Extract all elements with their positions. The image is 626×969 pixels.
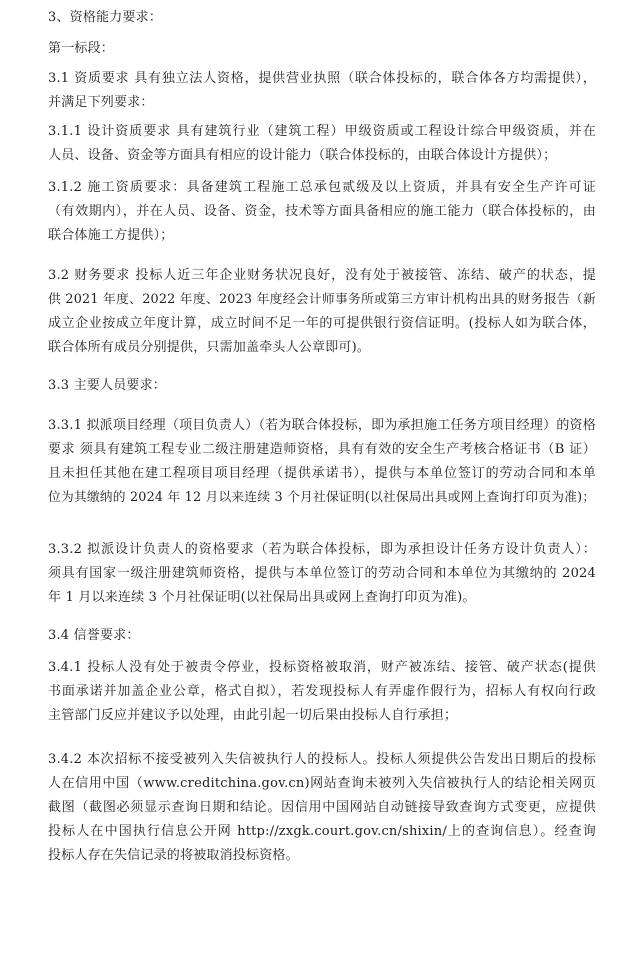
text-line: 3.3.1 拟派项目经理（项目负责人）（若为联合体投标，即为承担施工任务方项目经理）的资格: [48, 418, 596, 433]
paragraph-3-3-2: [48, 538, 596, 610]
text-line: 3.3.2 拟派设计负责人的资格要求（若为联合体投标，即为承担设计任务方设计负责人）：: [48, 542, 596, 557]
text-line: 要求 须具有建筑工程专业二级注册建造师资格，具有有效的安全生产考核合格证书（B 证）: [48, 442, 596, 457]
paragraph-3-2: [48, 264, 596, 360]
paragraph-3-4-1: [48, 656, 596, 728]
text-line: 供 2021 年度、2022 年度、2023 年度经会计师事务所或第三方审计机构出具的财务报告（新: [48, 292, 596, 307]
text-line: 联合体施工方提供）；: [48, 228, 174, 243]
heading-3-3: 3.3 主要人员要求：: [48, 378, 167, 393]
paragraph-3-3-1: [48, 414, 596, 510]
text-line: 联合体所有成员分别提供，只需加盖牵头人公章即可)。: [48, 340, 371, 355]
text-line: 人员、设备、资金等方面具有相应的设计能力（联合体投标的，由联合体设计方提供）；: [48, 148, 557, 163]
paragraph-3-1: [48, 67, 596, 115]
text-line: 3.1.2 施工资质要求：具备建筑工程施工总承包贰级及以上资质，并具有安全生产许可证: [48, 180, 596, 195]
text-line: 位为其缴纳的 2024 年 12 月以来连续 3 个月社保证明(以社保局出具或网上查询打印页为准)；: [48, 490, 596, 505]
text-line: 且未担任其他在建工程项目项目经理（提供承诺书），提供与本单位签订的劳动合同和本单: [48, 466, 596, 481]
text-line: 截图（截图必须显示查询日期和结论。因信用中国网站自动链接导致查询方式变更，应提供: [48, 800, 596, 815]
text-line: （有效期内），并在人员、设备、资金，技术等方面具备相应的施工能力（联合体投标的，由: [48, 204, 596, 219]
text-line: 3.4.2 本次招标不接受被列入失信被执行人的投标人。投标人须提供公告发出日期后的投标: [48, 752, 596, 767]
paragraph-3-4-2: [48, 748, 596, 868]
text-line: 须具有国家一级注册建筑师资格，提供与本单位签订的劳动合同和本单位为其缴纳的 2024: [48, 566, 596, 581]
text-line: 3.1.1 设计资质要求 具有建筑行业（建筑工程）甲级资质或工程设计综合甲级资质，并在: [48, 124, 596, 139]
text-line: 投标人在中国执行信息公开网 http://zxgk.court.gov.cn/shixin/上的查询信息）。经查询: [48, 824, 596, 839]
heading-3-4: 3.4 信誉要求：: [48, 628, 140, 643]
text-line: 3.1 资质要求 具有独立法人资格，提供营业执照（联合体投标的，联合体各方均需提供），: [48, 71, 596, 86]
text-line: 3.2 财务要求 投标人近三年企业财务状况良好，没有处于被接管、冻结、破产的状态，提: [48, 268, 596, 283]
text-line: 年 1 月以来连续 3 个月社保证明(以社保局出具或网上查询打印页为准)。: [48, 590, 476, 605]
text-line: 3.4.1 投标人没有处于被责令停业，投标资格被取消，财产被冻结、接管、破产状态(提供: [48, 660, 596, 675]
lot-heading: 第一标段：: [48, 41, 115, 56]
text-line: 投标人存在失信记录的将被取消投标资格。: [48, 848, 299, 863]
section-title: 3、资格能力要求：: [48, 10, 163, 25]
text-line: 成立企业按成立年度计算，成立时间不足一年的可提供银行资信证明。(投标人如为联合体，: [48, 316, 596, 331]
paragraph-3-1-1: [48, 120, 596, 168]
text-line: 书面承诺并加盖企业公章，格式自拟），若发现投标人有弄虚作假行为，招标人有权向行政: [48, 684, 596, 699]
paragraph-3-1-2: [48, 176, 596, 248]
text-line: 并满足下列要求：: [48, 95, 154, 110]
text-line: 主管部门反应并建议予以处理，由此引起一切后果由投标人自行承担；: [48, 708, 458, 723]
text-line: 人在信用中国（www.creditchina.gov.cn)网站查询未被列入失信被执行人的结论相关网页: [48, 776, 596, 791]
